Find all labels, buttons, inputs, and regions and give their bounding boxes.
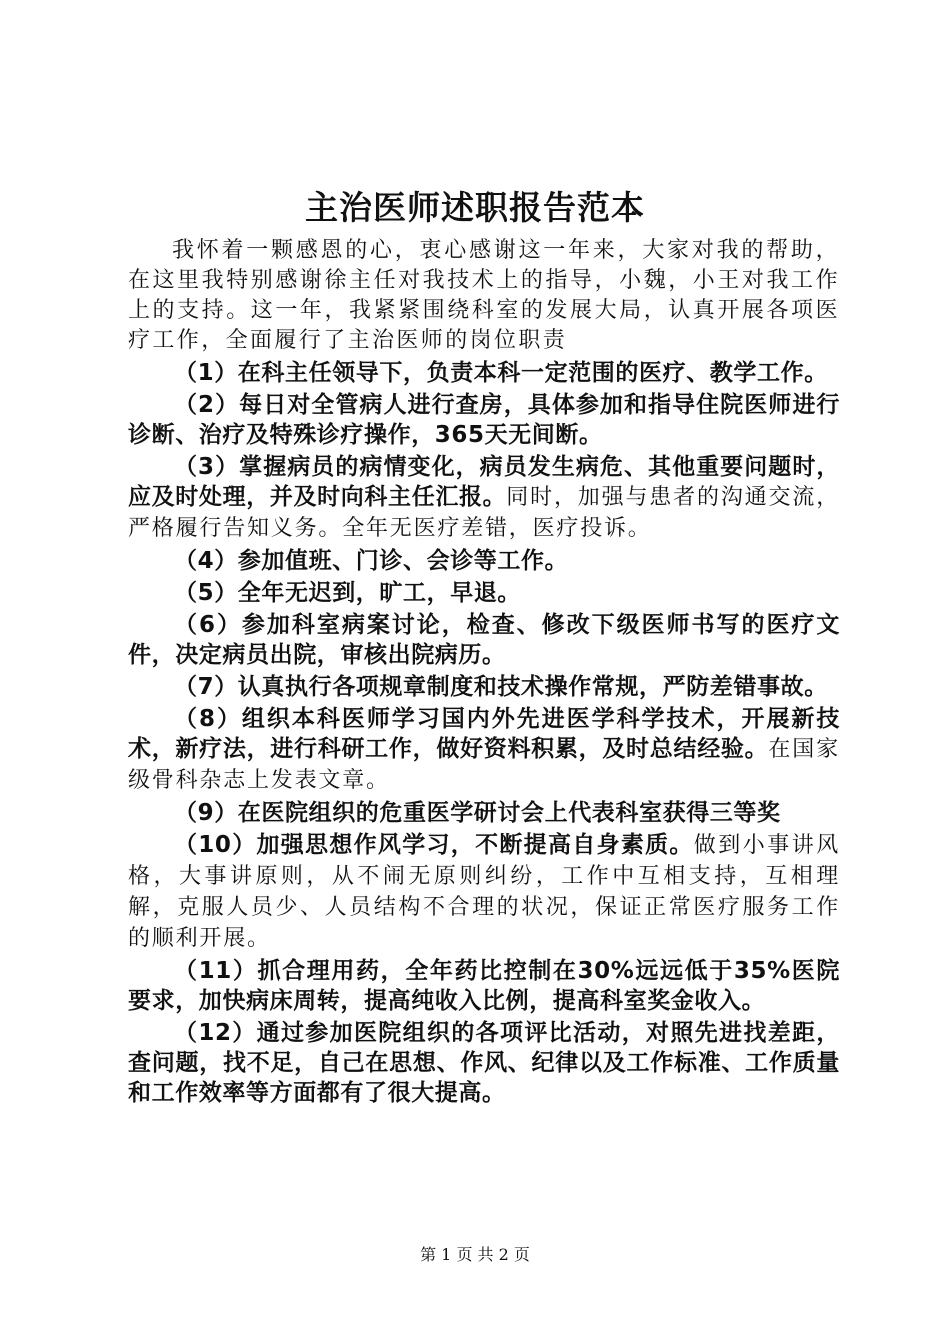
duty-item-8 <box>128 704 840 796</box>
duty-item-12 <box>128 1018 840 1108</box>
duty-item-text: （8）组织本科医师学习国内外先进医学科学技术，开展新技术，新疗法，进行科研工作，做好资料积累，及时总结经验。 <box>128 706 841 762</box>
duty-item-text: （11）抓合理用药，全年药比控制在30%远远低于35%医院要求，加快病床周转，提高纯收入比例，提高科室奖金收入。 <box>128 958 840 1014</box>
duty-item-note: 同时，加强与患者的沟通交流，严格履行告知义务。全年无医疗差错，医疗投诉。 <box>128 485 840 541</box>
duty-item-1 <box>128 358 840 388</box>
duty-item-text: （4）参加值班、门诊、会诊等工作。 <box>174 548 569 574</box>
duty-item-2 <box>128 390 840 450</box>
duty-item-note: 做到小事讲风格，大事讲原则，从不闹无原则纠纷，工作中互相支持，互相理解，克服人员少、人员结构不合理的状况，保证正常医疗服务工作的顺利开展。 <box>128 833 840 951</box>
document-title: 主治医师述职报告范本 <box>305 188 645 227</box>
duty-item-text: （2）每日对全管病人进行查房，具体参加和指导住院医师进行诊断、治疗及特殊诊疗操作，365天无间断。 <box>128 392 840 448</box>
intro-paragraph: 我怀着一颗感恩的心，衷心感谢这一年来，大家对我的帮助，在这里我特别感谢徐主任对我技术上的指导，小魏，小王对我工作上的支持。这一年，我紧紧围绕科室的发展大局，认真开展各项医疗工作，全面履行了主治医师的岗位职责 <box>128 238 840 353</box>
document-body <box>128 236 840 1108</box>
duty-item-11 <box>128 956 840 1016</box>
duty-item-6 <box>128 610 840 670</box>
duty-item-text: （10）加强思想作风学习，不断提高自身素质。 <box>174 832 694 858</box>
duty-item-text: （9）在医院组织的危重医学研讨会上代表科室获得三等奖 <box>174 800 781 826</box>
duty-item-4 <box>128 546 840 576</box>
duty-item-9 <box>128 798 840 828</box>
duty-item-text: （1）在科主任领导下，负责本科一定范围的医疗、教学工作。 <box>174 360 828 386</box>
duty-item-5 <box>128 578 840 608</box>
duty-item-10 <box>128 830 840 954</box>
duty-item-note: 在国家级骨科杂志上发表文章。 <box>128 737 840 793</box>
duty-item-3 <box>128 452 840 544</box>
duty-item-text: （6）参加科室病案讨论，检查、修改下级医师书写的医疗文件，决定病员出院，审核出院病历。 <box>128 612 841 668</box>
duty-item-text: （7）认真执行各项规章制度和技术操作常规，严防差错事故。 <box>174 674 828 700</box>
duty-item-text: （12）通过参加医院组织的各项评比活动，对照先进找差距，查问题，找不足，自己在思想、作风、纪律以及工作标准、工作质量和工作效率等方面都有了很大提高。 <box>128 1020 840 1106</box>
duty-item-text: （5）全年无迟到，旷工，早退。 <box>174 580 522 606</box>
page-number-footer: 第 1 页 共 2 页 <box>420 1245 530 1264</box>
duty-item-text: （3）掌握病员的病情变化，病员发生病危、其他重要问题时，应及时处理，并及时向科主任汇报。 <box>128 454 840 510</box>
duty-item-7 <box>128 672 840 702</box>
